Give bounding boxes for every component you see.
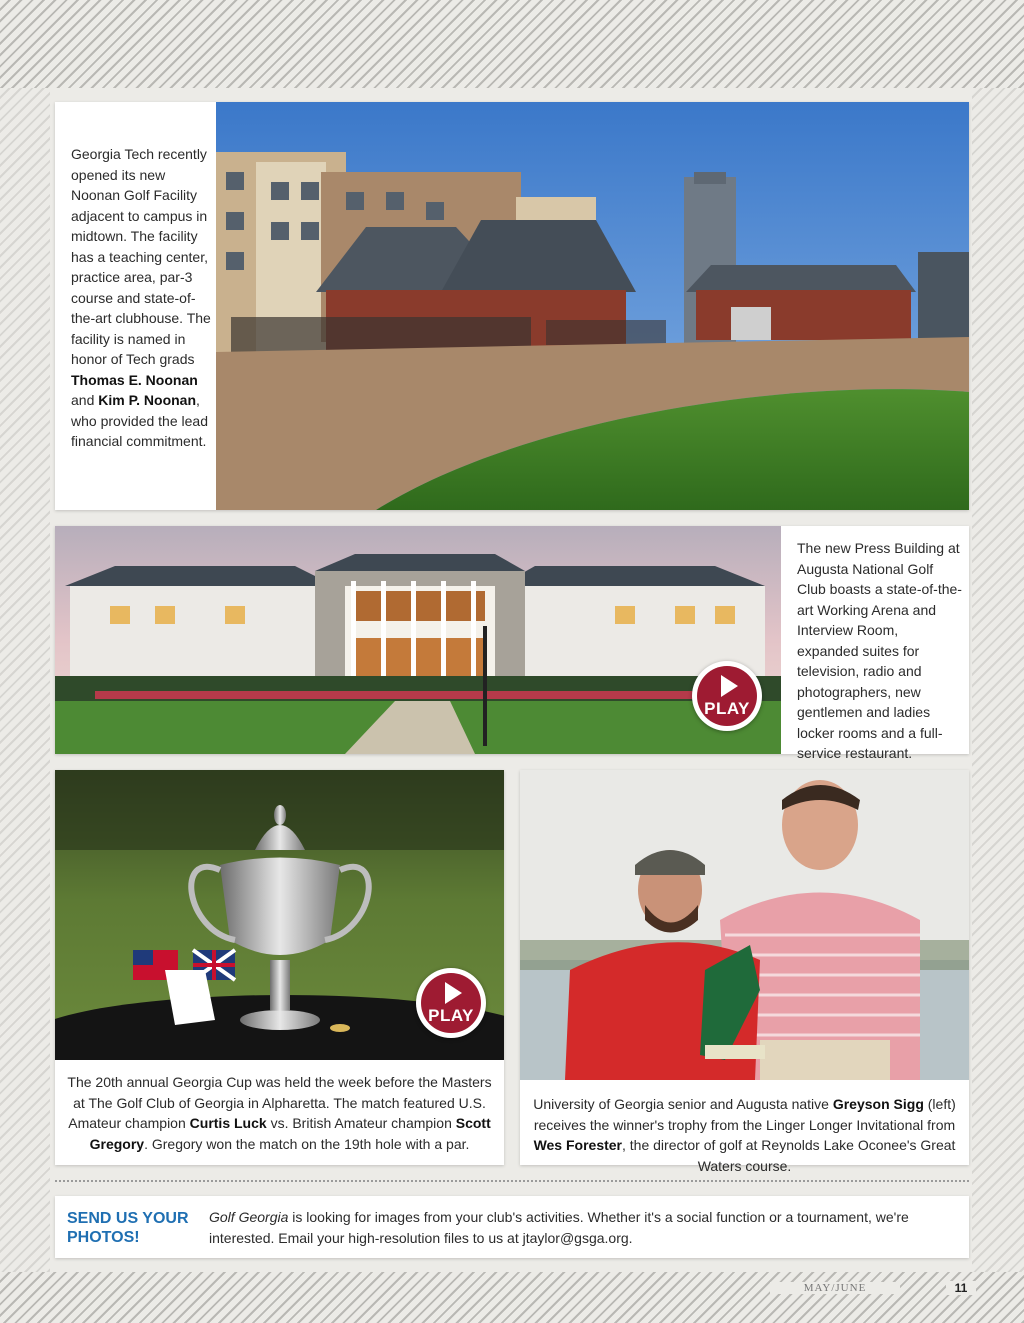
caption-text: (left) receives the winner's trophy from the Linger Longer Invitational from [533, 1096, 956, 1133]
play-video-button[interactable] [692, 661, 762, 731]
linger-longer-caption [528, 1094, 961, 1176]
striped-left-margin [0, 88, 50, 1272]
send-photos-body: is looking for images from your club's activities. Whether it's a social function or a tournament, we're interested. Email your high-resolution files to us at jtaylor@gsga.org. [209, 1209, 909, 1246]
striped-footer-band [0, 1272, 1024, 1323]
georgia-cup-panel [55, 770, 504, 1165]
press-building-panel [55, 526, 969, 761]
caption-text: , the director of golf at Reynolds Lake Oconee's Great Waters course. [622, 1137, 956, 1174]
play-icon [445, 982, 462, 1004]
person-name: Scott Gregory [89, 1115, 491, 1152]
caption-text: University of Georgia senior and Augusta native [533, 1096, 829, 1112]
georgia-tech-panel [55, 102, 969, 510]
linger-longer-panel [520, 770, 969, 1174]
caption-text: , who provided the lead financial commitment. [71, 392, 208, 449]
georgia-cup-caption [65, 1072, 494, 1154]
person-name: Kim P. Noonan [98, 392, 197, 408]
play-label: PLAY [428, 1006, 474, 1025]
magazine-name: Golf Georgia [209, 1209, 289, 1225]
person-name: Wes Forester [533, 1137, 623, 1153]
striped-right-margin [972, 88, 1024, 1272]
person-name: Curtis Luck [189, 1115, 267, 1131]
striped-header-band [0, 0, 1024, 88]
dotted-divider [55, 1180, 969, 1182]
augusta-press-building-photo [55, 526, 781, 754]
caption-text: vs. British Amateur champion [270, 1115, 452, 1131]
person-name: Thomas E. Noonan [71, 371, 198, 388]
play-label: PLAY [704, 699, 750, 718]
send-photos-box [55, 1196, 969, 1258]
caption-text: Georgia Tech recently opened its new Noonan Golf Facility adjacent to campus in midtown. The facility has a teaching center, practice area, par-3 course and state-of-the-art clubhouse. The facility is named in honor of Tech grads [71, 146, 211, 367]
play-video-button[interactable] [416, 968, 486, 1038]
greyson-sigg-trophy-photo [520, 770, 969, 1080]
send-photos-title: SEND US YOUR PHOTOS! [67, 1210, 189, 1246]
issue-label: MAY/JUNE [770, 1282, 900, 1294]
noonan-golf-facility-photo [216, 102, 969, 510]
play-icon [721, 675, 738, 697]
caption-text: and [71, 392, 95, 408]
georgia-tech-caption [71, 144, 211, 452]
press-building-caption: The new Press Building at Augusta National Golf Club boasts a state-of-the-art Working Arena and Interview Room, expanded suites for television, radio and photographers, new gentlemen and ladies locker rooms and a full-service restaurant. [797, 540, 962, 761]
play-badge [697, 666, 757, 726]
play-badge [421, 973, 481, 1033]
send-photos-text [209, 1207, 959, 1248]
caption-text: . Gregory won the match on the 19th hole with a par. [144, 1135, 470, 1152]
caption-text: The 20th annual Georgia Cup was held the week before the Masters at The Golf Club of Georgia in Alpharetta. The match featured U.S. Amateur champion [67, 1074, 492, 1131]
person-name: Greyson Sigg [832, 1096, 924, 1112]
page-number: 11 [946, 1281, 976, 1295]
